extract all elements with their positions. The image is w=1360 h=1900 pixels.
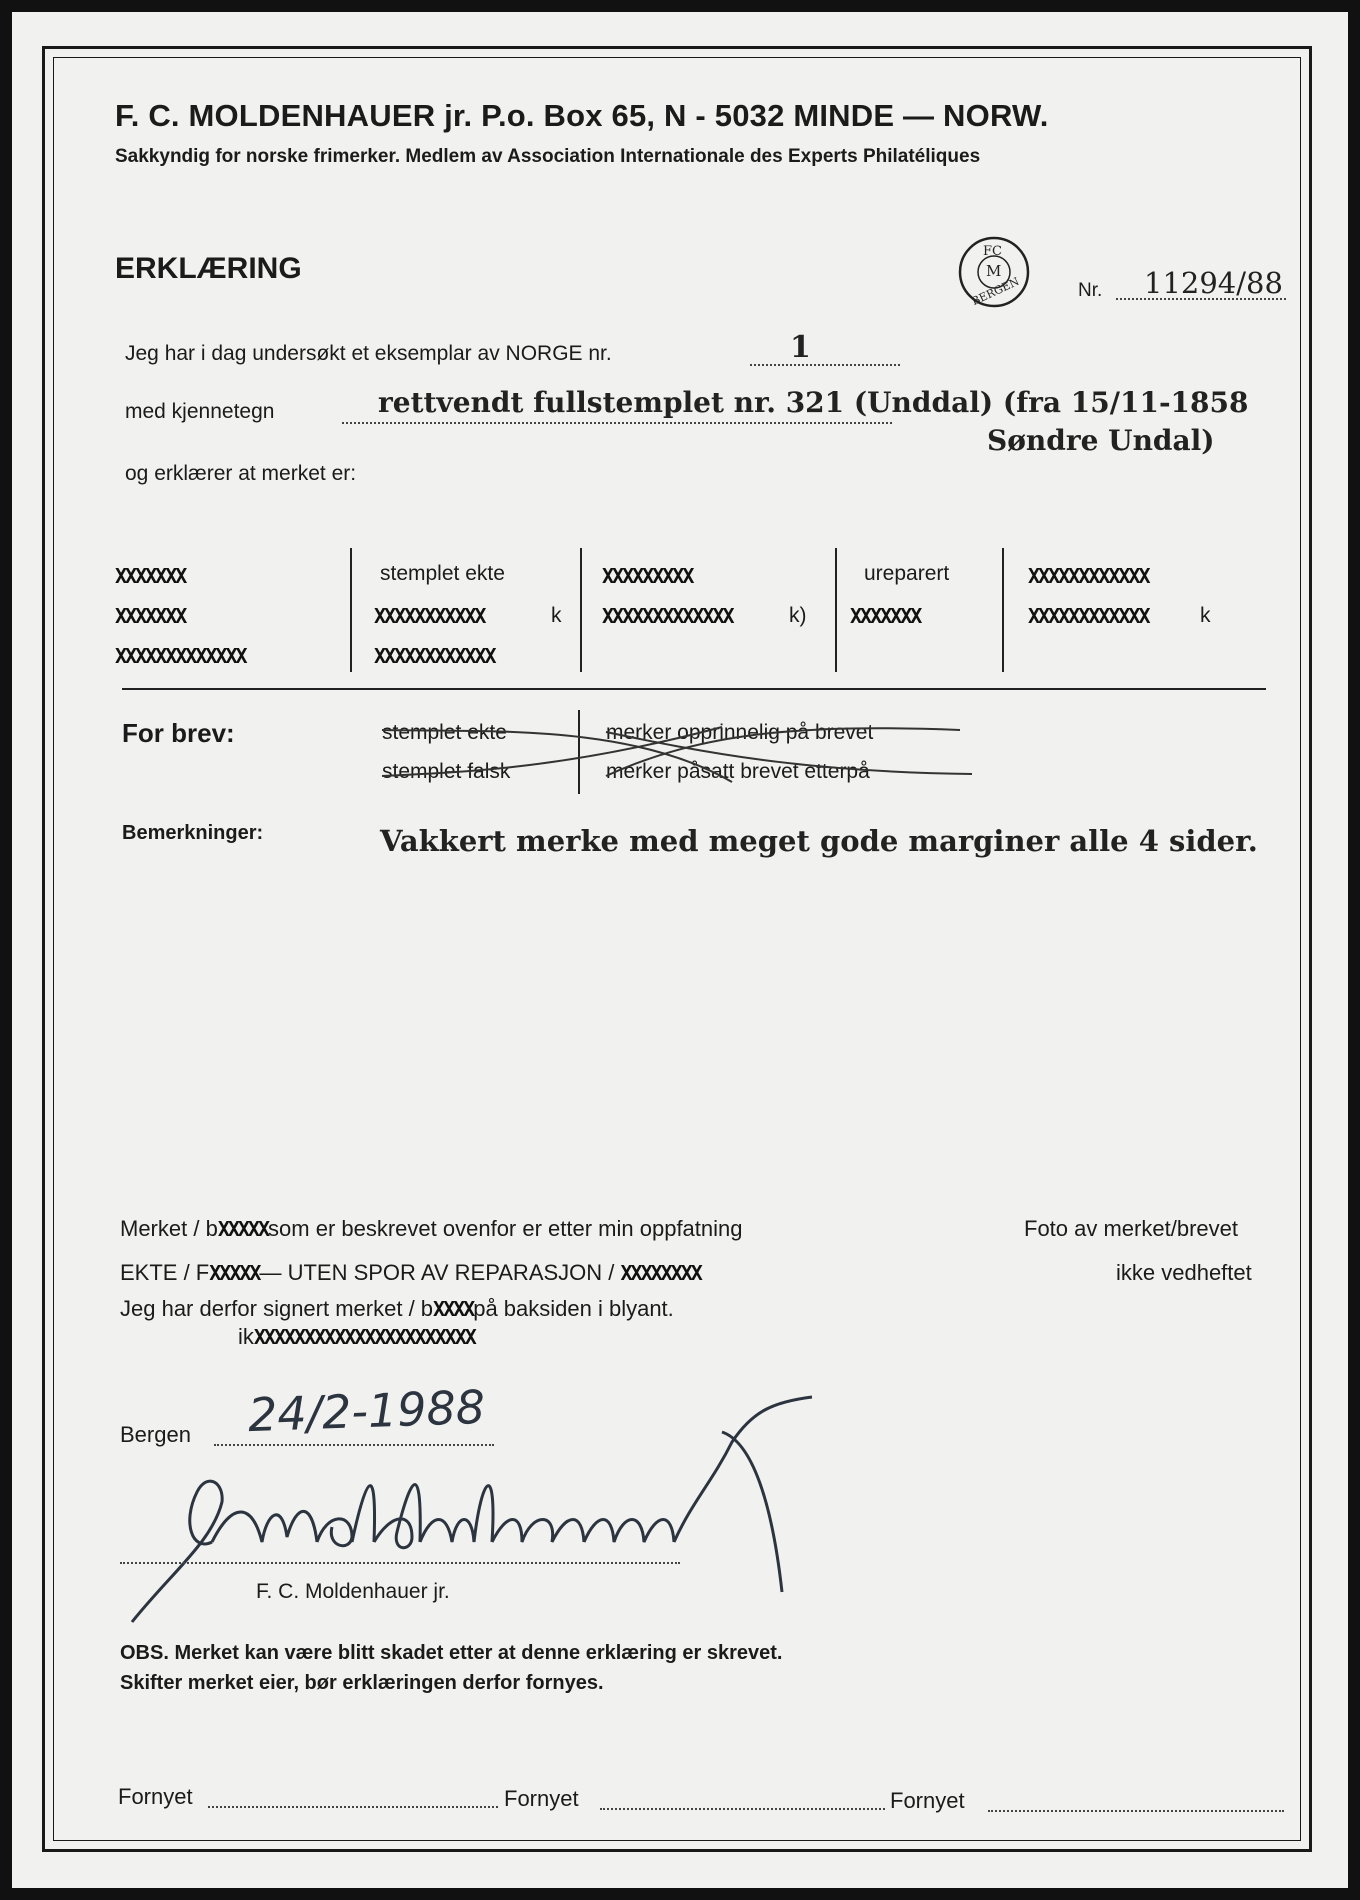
- grid-col5-row2: XXXXXXXXXXXX: [1028, 604, 1149, 628]
- obs-line1: OBS. Merket kan være blitt skadet etter at denne erklæring er skrevet.: [120, 1642, 783, 1664]
- seal-stamp-icon: [956, 234, 1032, 310]
- grid-col5-suffix: k: [1200, 604, 1211, 627]
- norge-number: 1: [790, 330, 811, 365]
- grid-divider-4: [1002, 548, 1004, 672]
- grid-col5-row1: XXXXXXXXXXXX: [1028, 564, 1149, 588]
- renewed-dots-1: [208, 1806, 498, 1808]
- certificate-number: 11294/88: [1144, 266, 1283, 300]
- statement-line4: [238, 1324, 475, 1350]
- grid-divider-2: [580, 548, 582, 672]
- statement-line2-b: — UTEN SPOR AV REPARASJON /: [259, 1260, 615, 1285]
- statement-line1-b: som er beskrevet ovenfor er etter min oppfatning: [268, 1216, 743, 1241]
- seal-text-mid: M: [986, 262, 1002, 280]
- seal-text-bottom: BERGEN: [969, 274, 1022, 309]
- signature-dots: [120, 1562, 680, 1564]
- brev-crossout-strokes: [372, 712, 972, 792]
- statement-line1-crossed: XXXXX: [217, 1217, 269, 1241]
- grid-col1-row2: XXXXXXX: [115, 604, 186, 628]
- statement-line4-a: ik: [238, 1324, 254, 1349]
- grid-col2-row1: stemplet ekte: [380, 562, 505, 585]
- statement-line3: [120, 1296, 674, 1322]
- brev-added-later: merker påsatt brevet etterpå: [606, 760, 870, 783]
- obs-line2: Skifter merket eier, bør erklæringen derfor fornyes.: [120, 1672, 604, 1694]
- letterhead-subtitle: Sakkyndig for norske frimerker. Medlem av Association Internationale des Experts Philatéliques: [115, 146, 981, 167]
- photo-note-line1: Foto av merket/brevet: [1024, 1216, 1238, 1241]
- statement-line3-a: Jeg har derfor signert merket / b: [120, 1296, 434, 1321]
- signer-name: F. C. Moldenhauer jr.: [256, 1580, 450, 1603]
- statement-line3-b: på baksiden i blyant.: [473, 1296, 674, 1321]
- renewed-label-1: Fornyet: [118, 1784, 193, 1809]
- document-heading: ERKLÆRING: [115, 252, 302, 285]
- renewed-dots-3: [988, 1810, 1284, 1812]
- grid-col1-row3: XXXXXXXXXXXXX: [115, 644, 246, 668]
- norge-nr-dots: [750, 364, 900, 366]
- brev-stamp-forged: stemplet falsk: [382, 760, 511, 783]
- brev-originally-on-letter: merker opprinnelig på brevet: [606, 721, 874, 744]
- grid-col2-row3: XXXXXXXXXXXX: [374, 644, 495, 668]
- nr-label: Nr.: [1078, 280, 1103, 301]
- statement-line1-a: Merket / b: [120, 1216, 218, 1241]
- handwritten-signature: [112, 1352, 872, 1632]
- statement-line1: [120, 1216, 743, 1242]
- statement-line2-crossed: XXXXX: [209, 1261, 260, 1285]
- renewed-dots-2: [600, 1808, 885, 1810]
- grid-col4-row1: ureparert: [864, 562, 950, 585]
- declares-label: og erklærer at merket er:: [125, 462, 357, 485]
- renewed-label-3: Fornyet: [890, 1788, 965, 1813]
- certificate-paper: [12, 12, 1348, 1888]
- examined-statement: Jeg har i dag undersøkt et eksemplar av NORGE nr.: [125, 342, 612, 365]
- brev-stamp-genuine: stemplet ekte: [382, 721, 507, 744]
- grid-divider-3: [835, 548, 837, 672]
- statement-line2: [120, 1260, 701, 1286]
- handwritten-date: 24/2-1988: [247, 1379, 486, 1443]
- grid-col2-suffix: k: [551, 604, 562, 627]
- statement-line4-crossed: XXXXXXXXXXXXXXXXXXXXXX: [253, 1325, 475, 1349]
- grid-col3-row1: XXXXXXXXX: [602, 564, 693, 588]
- grid-col4-row2: XXXXXXX: [850, 604, 921, 628]
- seal-text-top: FC: [983, 244, 1002, 259]
- characteristics-label: med kjennetegn: [125, 400, 275, 423]
- statement-line2-crossed-2: XXXXXXXX: [620, 1261, 701, 1285]
- characteristics-dots: [342, 422, 892, 424]
- renewed-label-2: Fornyet: [504, 1786, 579, 1811]
- place-label: Bergen: [120, 1422, 191, 1447]
- grid-col2-row2: XXXXXXXXXXX: [374, 604, 485, 628]
- statement-line2-a: EKTE / F: [120, 1260, 210, 1285]
- photo-note-line2: ikke vedheftet: [1116, 1260, 1252, 1285]
- grid-divider-1: [350, 548, 352, 672]
- grid-col1-row1: XXXXXXX: [115, 564, 186, 588]
- for-brev-label: For brev:: [122, 718, 235, 748]
- grid-col3-row2: XXXXXXXXXXXXX: [602, 604, 733, 628]
- letterhead-title: F. C. MOLDENHAUER jr. P.o. Box 65, N - 5032 MINDE — NORW.: [115, 98, 1049, 133]
- remarks-text: Vakkert merke med meget gode marginer alle 4 sider.: [380, 824, 1258, 858]
- grid-bottom-rule: [122, 688, 1266, 690]
- characteristics-value: rettvendt fullstemplet nr. 321 (Unddal) (fra 15/11-1858: [378, 386, 1249, 419]
- grid-col3-suffix: k): [789, 604, 807, 627]
- remarks-label: Bemerkninger:: [122, 822, 264, 844]
- statement-line3-crossed: XXXX: [433, 1297, 474, 1321]
- characteristics-value-cont: Søndre Undal): [987, 424, 1215, 457]
